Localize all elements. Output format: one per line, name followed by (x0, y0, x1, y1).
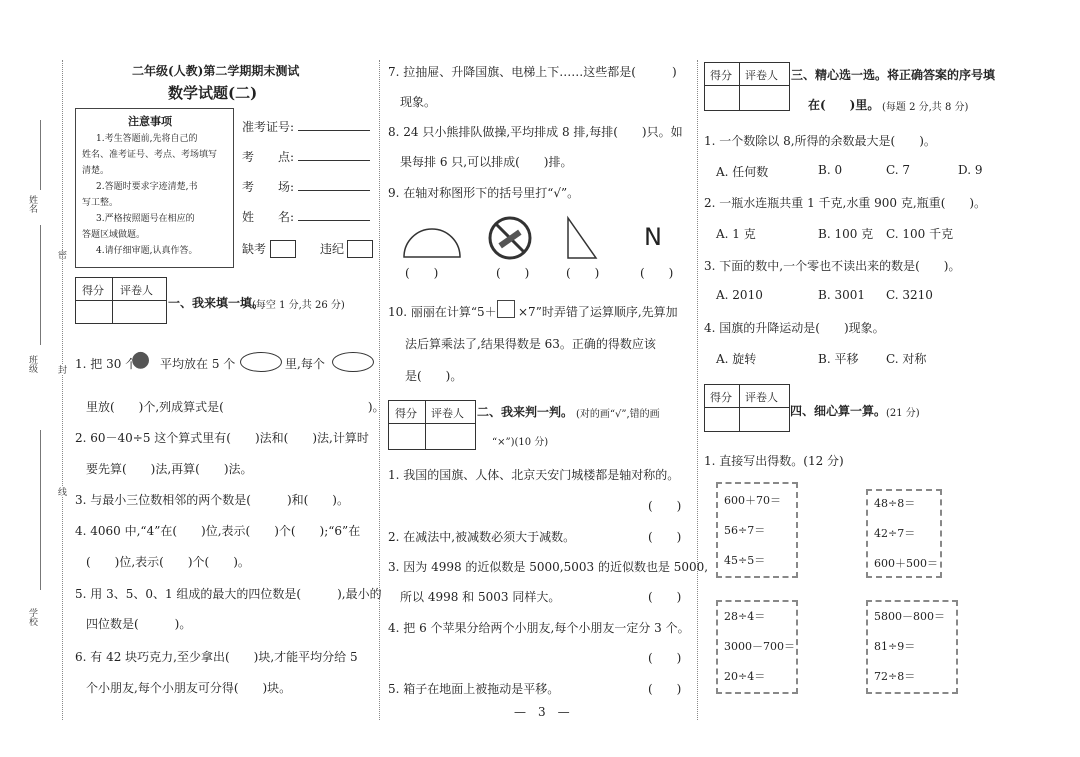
name-label: 姓 名: (242, 210, 295, 224)
column-divider (379, 60, 380, 720)
q8-text: 果每排 6 只,可以排成( )排。 (400, 155, 573, 169)
c1-option: C. 7 (886, 163, 911, 177)
notice-line: 答题区域做题。 (82, 230, 146, 240)
binding-line (40, 225, 41, 345)
c1-option: B. 0 (818, 163, 843, 177)
q10-text: 法后算乘法了,结果得数是 63。正确的得数应该 (405, 337, 656, 351)
calc-group (716, 482, 798, 578)
score-box (704, 384, 790, 432)
c1-option: A. 任何数 (716, 165, 769, 179)
calc-item: 3000－700＝ (724, 640, 795, 653)
section1-subtitle: (每空 1 分,共 26 分) (252, 300, 345, 311)
exam-title: 二年级(人教)第二学期期末测试 (132, 64, 300, 78)
j3-answer-paren[interactable]: ( ) (648, 590, 682, 604)
column-divider (697, 60, 698, 720)
letter-n-icon: N (644, 223, 662, 251)
triangle-icon (568, 218, 596, 258)
calc-group (716, 600, 798, 694)
grader-label: 评卷人 (745, 391, 778, 404)
binding-line (40, 120, 41, 190)
q1-text: 里,每个 (285, 357, 325, 371)
c2-text: 2. 一瓶水连瓶共重 1 千克,水重 900 克,瓶重( )。 (704, 196, 987, 210)
c1-text: 1. 一个数除以 8,所得的余数最大是( )。 (704, 134, 936, 148)
section3-title: 在( )里。 (808, 98, 880, 112)
id-label: 准考证号: (242, 120, 295, 134)
semicircle-icon (404, 229, 460, 257)
site-field[interactable] (298, 160, 370, 161)
notice-line: 4.请仔细审题,认真作答。 (96, 246, 198, 256)
calc-item: 81÷9＝ (874, 640, 916, 653)
c3-option: A. 2010 (716, 288, 763, 302)
plate-icon (240, 352, 282, 372)
j5-answer-paren[interactable]: ( ) (648, 682, 682, 696)
room-label: 考 场: (242, 180, 295, 194)
calc-item: 72÷8＝ (874, 670, 916, 683)
q9-text: 9. 在轴对称图形下的括号里打“√”。 (388, 186, 580, 200)
score-box (388, 400, 476, 450)
section2-subtitle: “×”)(10 分) (492, 437, 549, 448)
c1-option: D. 9 (958, 163, 983, 177)
side-class-label: 班级 (27, 355, 37, 373)
q9-answer-paren[interactable]: ( ) (566, 266, 600, 280)
notice-title: 注意事项 (128, 115, 172, 128)
c2-option: B. 100 克 (818, 227, 874, 241)
violate-label: 违纪 (320, 242, 345, 256)
q4-text: ( )位,表示( )个( )。 (86, 555, 250, 569)
section3-title: 三、精心选一选。将正确答案的序号填 (791, 68, 996, 82)
q10-text: 是( )。 (405, 369, 463, 383)
q5-text: 5. 用 3、5、0、1 组成的最大的四位数是( ),最小的 (75, 587, 382, 601)
q10-text: 10. 丽丽在计算“5＋ (388, 305, 497, 319)
section4-subtitle: (21 分) (886, 408, 920, 419)
notice-line: 姓名、准考证号、考点、考场填写 (82, 150, 218, 160)
side-school-label: 学校 (27, 608, 37, 626)
calc-item: 20÷4＝ (724, 670, 766, 683)
notice-line: 1.考生答题前,先将自己的 (96, 134, 198, 144)
grader-label: 评卷人 (431, 407, 464, 420)
calc-item: 600＋70＝ (724, 494, 781, 507)
j2-text: 2. 在减法中,被减数必须大于减数。 (388, 530, 576, 544)
j5-text: 5. 箱子在地面上被拖动是平移。 (388, 682, 560, 696)
j3-text: 所以 4998 和 5003 同样大。 (400, 590, 561, 604)
seal-dotted-line (62, 60, 63, 720)
j3-text: 3. 因为 4998 的近似数是 5000,5003 的近似数也是 5000, (388, 560, 709, 574)
section3-subtitle: (每题 2 分,共 8 分) (882, 102, 969, 113)
score-label: 得分 (395, 407, 417, 420)
q1-text: 里放( )个,列成算式是( )。 (86, 400, 385, 414)
q10-text: ×7”时弄错了运算顺序,先算加 (518, 305, 678, 319)
calc-item: 600＋500＝ (874, 557, 938, 570)
q4-text: 4. 4060 中,“4”在( )位,表示( )个( );“6”在 (75, 524, 361, 538)
q9-answer-paren[interactable]: ( ) (496, 266, 530, 280)
c3-text: 3. 下面的数中,一个零也不读出来的数是( )。 (704, 259, 961, 273)
page-number: — 3 — (514, 705, 570, 719)
q9-answer-paren[interactable]: ( ) (640, 266, 674, 280)
binding-line (40, 430, 41, 590)
score-label: 得分 (710, 69, 732, 82)
calc-item: 45÷5＝ (724, 554, 766, 567)
q8-text: 8. 24 只小熊排队做操,平均排成 8 排,每排( )只。如 (388, 125, 683, 139)
j1-answer-paren[interactable]: ( ) (648, 499, 682, 513)
notice-line: 清楚。 (82, 166, 110, 176)
grader-label: 评卷人 (120, 284, 153, 297)
calc-item: 48÷8＝ (874, 497, 916, 510)
score-label: 得分 (710, 391, 732, 404)
id-field[interactable] (298, 130, 370, 131)
j2-answer-paren[interactable]: ( ) (648, 530, 682, 544)
violate-checkbox[interactable] (347, 240, 373, 258)
absent-label: 缺考 (242, 242, 267, 256)
q2-text: 2. 60－40÷5 这个算式里有( )法和( )法,计算时 (75, 431, 369, 445)
name-field[interactable] (298, 220, 370, 221)
q7-text: 7. 拉抽屉、升降国旗、电梯上下……这些都是( ) (388, 65, 677, 79)
absent-checkbox[interactable] (270, 240, 296, 258)
c3-option: C. 3210 (886, 288, 933, 302)
c5-text: 1. 直接写出得数。(12 分) (704, 454, 844, 468)
q6-text: 个小朋友,每个小朋友可分得( )块。 (86, 681, 292, 695)
c2-option: C. 100 千克 (886, 227, 954, 241)
apple-icon: ● (131, 347, 151, 372)
notice-line: 2.答题时要求字迹清楚,书 (96, 182, 198, 192)
score-box (704, 62, 790, 111)
q5-text: 四位数是( )。 (86, 617, 192, 631)
section2-subtitle: (对的画“√”,错的画 (576, 409, 660, 420)
q7-text: 现象。 (400, 95, 437, 109)
seal-char: 封 (56, 365, 66, 374)
grader-label: 评卷人 (745, 69, 778, 82)
q1-text: 1. 把 30 个 (75, 357, 138, 371)
q1-text: 平均放在 5 个 (160, 357, 236, 371)
section4-title: 四、细心算一算。 (790, 404, 887, 418)
j1-text: 1. 我国的国旗、人体、北京天安门城楼都是轴对称的。 (388, 468, 680, 482)
calc-item: 56÷7＝ (724, 524, 766, 537)
seal-char: 线 (56, 487, 66, 496)
seal-char: 密 (56, 250, 66, 259)
side-name-label: 姓名 (27, 195, 37, 213)
q3-text: 3. 与最小三位数相邻的两个数是( )和( )。 (75, 493, 349, 507)
q9-answer-paren[interactable]: ( ) (405, 266, 439, 280)
section1-title: 一、我来填一填。 (168, 296, 265, 310)
j4-text: 4. 把 6 个苹果分给两个小朋友,每个小朋友一定分 3 个。 (388, 621, 690, 635)
c4-text: 4. 国旗的升降运动是( )现象。 (704, 321, 885, 335)
q2-text: 要先算( )法,再算( )法。 (86, 462, 253, 476)
score-box (75, 277, 167, 324)
calc-group (866, 489, 942, 578)
notice-line: 3.严格按照题号在相应的 (96, 214, 195, 224)
exam-subtitle: 数学试题(二) (168, 84, 258, 102)
q6-text: 6. 有 42 块巧克力,至少拿出( )块,才能平均分给 5 (75, 650, 358, 664)
q10-blank-box (497, 300, 515, 318)
c2-option: A. 1 克 (716, 227, 756, 241)
notice-box (75, 108, 234, 268)
site-label: 考 点: (242, 150, 295, 164)
notice-line: 写工整。 (82, 198, 119, 208)
c4-option: A. 旋转 (716, 352, 757, 366)
c3-option: B. 3001 (818, 288, 865, 302)
calc-item: 42÷7＝ (874, 527, 916, 540)
calc-item: 28÷4＝ (724, 610, 766, 623)
c4-option: C. 对称 (886, 352, 927, 366)
score-label: 得分 (82, 284, 104, 297)
room-field[interactable] (298, 190, 370, 191)
calc-group (866, 600, 958, 694)
c4-option: B. 平移 (818, 352, 859, 366)
j4-answer-paren[interactable]: ( ) (648, 651, 682, 665)
section2-title: 二、我来判一判。 (477, 405, 574, 419)
calc-item: 5800－800＝ (874, 610, 945, 623)
plate-icon (332, 352, 374, 372)
